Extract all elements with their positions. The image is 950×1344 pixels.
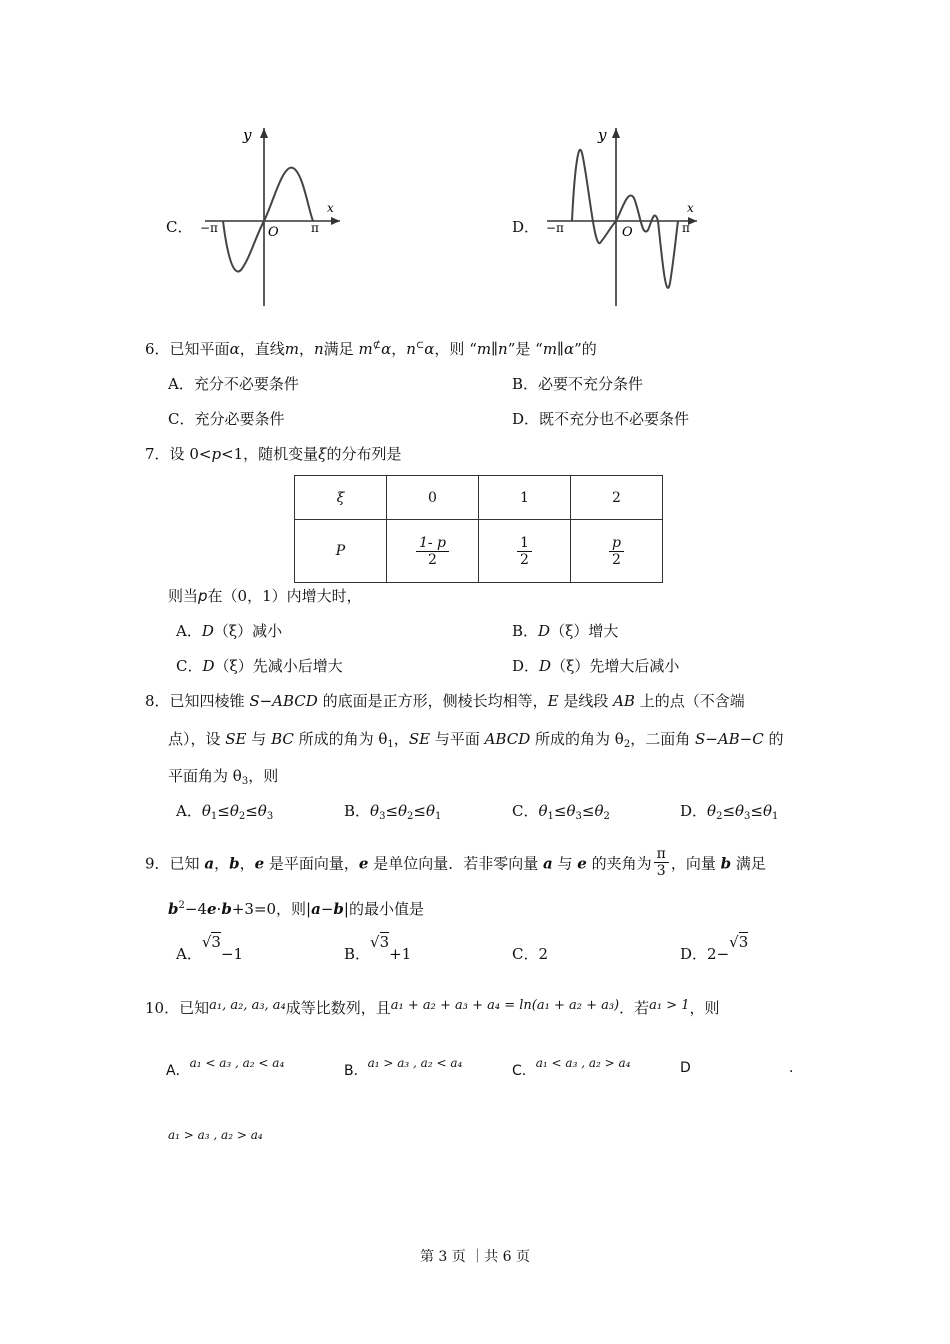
table-cell-p: P [295, 520, 387, 583]
graph-c-y-arrow [260, 128, 268, 138]
q9-option-a[interactable]: A．√3−1 [176, 933, 244, 963]
graph-d-origin: O [622, 225, 633, 240]
graph-c-origin: O [268, 225, 279, 240]
q8-option-d[interactable]: D．$\theta_2\le\theta_3\le\theta_1$ [680, 802, 779, 822]
q10-option-b[interactable]: B．a₁ > a₃ , a₂ < a₄ [344, 1056, 463, 1079]
table-cell: 2 [571, 476, 663, 520]
fraction: $\frac{p}{2}$ [609, 535, 624, 568]
q6-number: 6． [145, 340, 170, 358]
q7-option-d[interactable]: D．D（ξ）先增大后减小 [512, 657, 680, 675]
table-row [295, 476, 663, 520]
q9-option-d[interactable]: D．2−√3 [680, 933, 749, 963]
q6-option-d[interactable]: D．既不充分也不必要条件 [512, 410, 690, 428]
q8-line-2: 点），设 SE 与 BC 所成的角为 $\theta_1$，SE 与平面 ABCD 所成的角为 $\theta_2$，二面角 S−AB−C 的 [168, 730, 784, 750]
q10-option-a[interactable]: A．a₁ < a₃ , a₂ < a₄ [166, 1056, 285, 1079]
pi-over-3: $\frac{\pi}{3}$ [654, 846, 669, 879]
graph-d-x-label: x [687, 201, 694, 215]
q9-option-b[interactable]: B．√3+1 [344, 933, 412, 963]
table-cell: 1 [479, 476, 571, 520]
q7-after: 则当p在（0，1）内增大时， [168, 587, 362, 605]
graph-c-label: C． [166, 218, 193, 236]
table-cell: 0 [387, 476, 479, 520]
graph-c-x-arrow [331, 217, 340, 225]
graph-d [542, 118, 702, 313]
graph-d-neg-pi: −π [546, 221, 564, 235]
q7-option-a[interactable]: A．D（ξ）减小 [176, 622, 283, 640]
fraction: $\frac{1- p}{2}$ [416, 535, 449, 568]
page-footer: 第 3 页 ｜共 6 页 [419, 1249, 531, 1265]
q9-option-c[interactable]: C．2 [512, 945, 549, 963]
table-cell [571, 520, 663, 583]
q8-line-3: 平面角为 $\theta_3$，则 [168, 767, 279, 787]
distribution-table [294, 475, 663, 583]
table-cell-xi: ξ [295, 476, 387, 520]
graph-d-curve [572, 150, 678, 288]
q6-stem: 6．已知平面α，直线m，n满足 m⊄α，n⊂α，则 “m∥n”是 “m∥α”的 [145, 340, 597, 358]
q7-option-b[interactable]: B．D（ξ）增大 [512, 622, 619, 640]
q8-line-1: 8．已知四棱锥 S−ABCD 的底面是正方形，侧棱长均相等，E 是线段 AB 上的点（不含端 [145, 692, 745, 710]
graph-c [195, 118, 345, 313]
q8-option-c[interactable]: C．$\theta_1\le\theta_3\le\theta_2$ [512, 802, 610, 822]
q10-number: 10． [145, 999, 180, 1017]
q10-stem: 10．已知a₁, a₂, a₃, a₄成等比数列，且a₁ + a₂ + a₃ + a₄ = ln(a₁ + a₂ + a₃)．若a₁ > 1，则 [145, 998, 720, 1017]
graph-d-pi: π [682, 221, 690, 235]
q8-option-a[interactable]: A．$\theta_1\le\theta_2\le\theta_3$ [176, 802, 274, 822]
q10-option-c[interactable]: C．a₁ < a₃ , a₂ > a₄ [512, 1056, 631, 1079]
q10-option-d-key[interactable]: D [680, 1060, 691, 1076]
graph-c-neg-pi: −π [200, 221, 218, 235]
q10-option-d-dot: . [789, 1060, 794, 1076]
table-cell [387, 520, 479, 583]
q6-option-a[interactable]: A．充分不必要条件 [168, 375, 299, 393]
sqrt-icon: √ [729, 933, 739, 951]
table-cell [479, 520, 571, 583]
fraction: $\frac{1}{2}$ [517, 535, 532, 568]
q7-stem: 7．设 0<p<1，随机变量ξ的分布列是 [145, 445, 402, 463]
q6-option-c[interactable]: C．充分必要条件 [168, 410, 285, 428]
q10-option-d[interactable]: a₁ > a₃ , a₂ > a₄ [168, 1128, 263, 1142]
q9-line-1: 9．已知 a，b，e 是平面向量，e 是单位向量．若非零向量 a 与 e 的夹角为 $\frac{\pi}{3}$ ，向量 b 满足 [145, 846, 766, 879]
graph-c-curve [223, 168, 313, 272]
table-row [295, 520, 663, 583]
graph-c-x-label: x [327, 201, 334, 215]
q9-number: 9． [145, 854, 170, 873]
graph-d-y-arrow [612, 128, 620, 138]
q9-line-2: $b^2-4e\cdot b+3=0$，则|a−b|的最小值是 [168, 900, 424, 918]
q6-option-b[interactable]: B．必要不充分条件 [512, 375, 644, 393]
graph-d-label: D． [512, 218, 540, 236]
q7-option-c[interactable]: C．D（ξ）先减小后增大 [176, 657, 343, 675]
graph-c-y-label: y [243, 126, 252, 144]
q8-option-b[interactable]: B．$\theta_3\le\theta_2\le\theta_1$ [344, 802, 442, 822]
graph-d-y-label: y [598, 126, 607, 144]
sqrt-icon: √ [370, 933, 380, 951]
sqrt-icon: √ [201, 933, 212, 951]
q8-number: 8． [145, 692, 170, 710]
graph-c-pi: π [311, 221, 319, 235]
q7-number: 7． [145, 445, 170, 463]
